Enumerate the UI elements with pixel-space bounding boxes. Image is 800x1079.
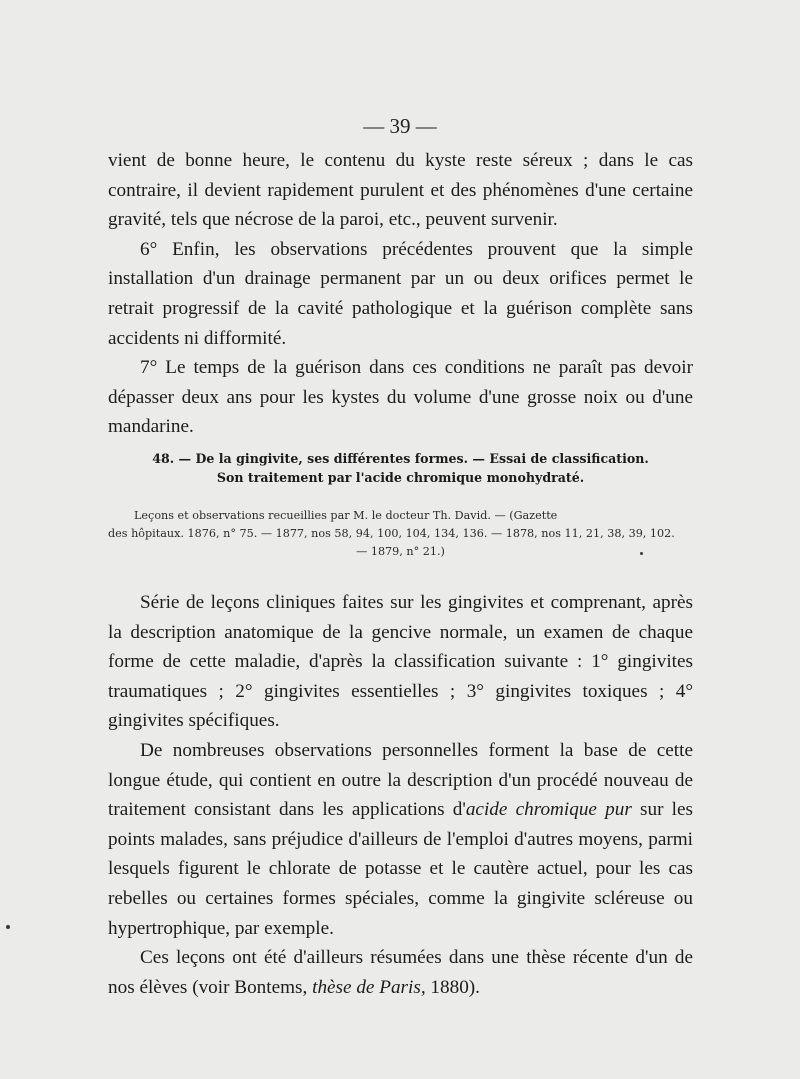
top-text-block [108, 146, 693, 442]
paragraph-point-6: 6° Enfin, les observations précédentes prouvent que la simple installation d'un drainage permanent par un ou deux orifices permet le retrait progressif de la cavité pathologique et la guérison complète sans accidents ni difformité. [108, 238, 693, 349]
paragraph-thesis-text-2: 1880). [425, 976, 480, 998]
citation-line-3: — 1879, n° 21.) [356, 545, 445, 558]
paragraph-continuation: vient de bonne heure, le contenu du kyste reste séreux ; dans le cas contraire, il devient rapidement purulent et des phénomènes d'une certaine gravité, tels que nécrose de la paroi, etc., peuvent survenir. [108, 150, 693, 231]
emphasis-chromic-acid: acide chromique pur [465, 799, 632, 821]
paragraph-thesis [108, 943, 693, 1002]
section-heading [108, 449, 693, 487]
citation-line-2: des hôpitaux. 1876, n° 75. — 1877, nos 58, 94, 100, 104, 134, 136. — 1878, nos 11, 21, 38, 39, 102. [108, 527, 675, 540]
citation-line-1: Leçons et observations recueillies par M. le docteur Th. David. — (Gazette [134, 509, 558, 522]
paragraph-observations [108, 736, 693, 943]
paragraph-observations-text-1: De nombreuses observations personnelles forment la base de cette longue étude, qui contient en outre la description d'un procédé nouveau de traitement consistant dans les applications d' [108, 739, 693, 821]
page-number: — 39 — [363, 114, 437, 138]
ink-speck [640, 552, 643, 555]
section-subtitle: Son traitement par l'acide chromique monohydraté. [216, 470, 585, 485]
paragraph-point-7: 7° Le temps de la guérison dans ces conditions ne paraît pas devoir dépasser deux ans pour les kystes du volume d'une grosse noix ou d'une mandarine. [108, 357, 693, 438]
paragraph-thesis-text-1: Ces leçons ont été d'ailleurs résumées dans une thèse récente d'un de nos élèves (voir Bontems, [108, 947, 693, 998]
citation-block [108, 507, 693, 561]
section-title: 48. — De la gingivite, ses différentes formes. — Essai de classification. [152, 451, 649, 466]
margin-speck [6, 925, 10, 929]
paragraph-observations-text-2: sur les points malades, sans préjudice d'ailleurs de l'emploi d'autres moyens, parmi lesquels figurent le chlorate de potasse et le cautère actuel, pour les cas rebelles ou certaines formes spéciales, comme la gingivite scléreuse ou hypertrophique, par exemple. [108, 799, 693, 939]
paragraph-lessons: Série de leçons cliniques faites sur les gingivites et comprenant, après la description anatomique de la gencive normale, un examen de chaque forme de cette maladie, d'après la classification suivante : 1° gingivites traumatiques ; 2° gingivites essentielles ; 3° gingivites toxiques ; 4° gingivites spécifiques. [108, 592, 693, 732]
emphasis-thesis: thèse de Paris, [312, 976, 426, 998]
body-text-block [108, 588, 693, 1002]
